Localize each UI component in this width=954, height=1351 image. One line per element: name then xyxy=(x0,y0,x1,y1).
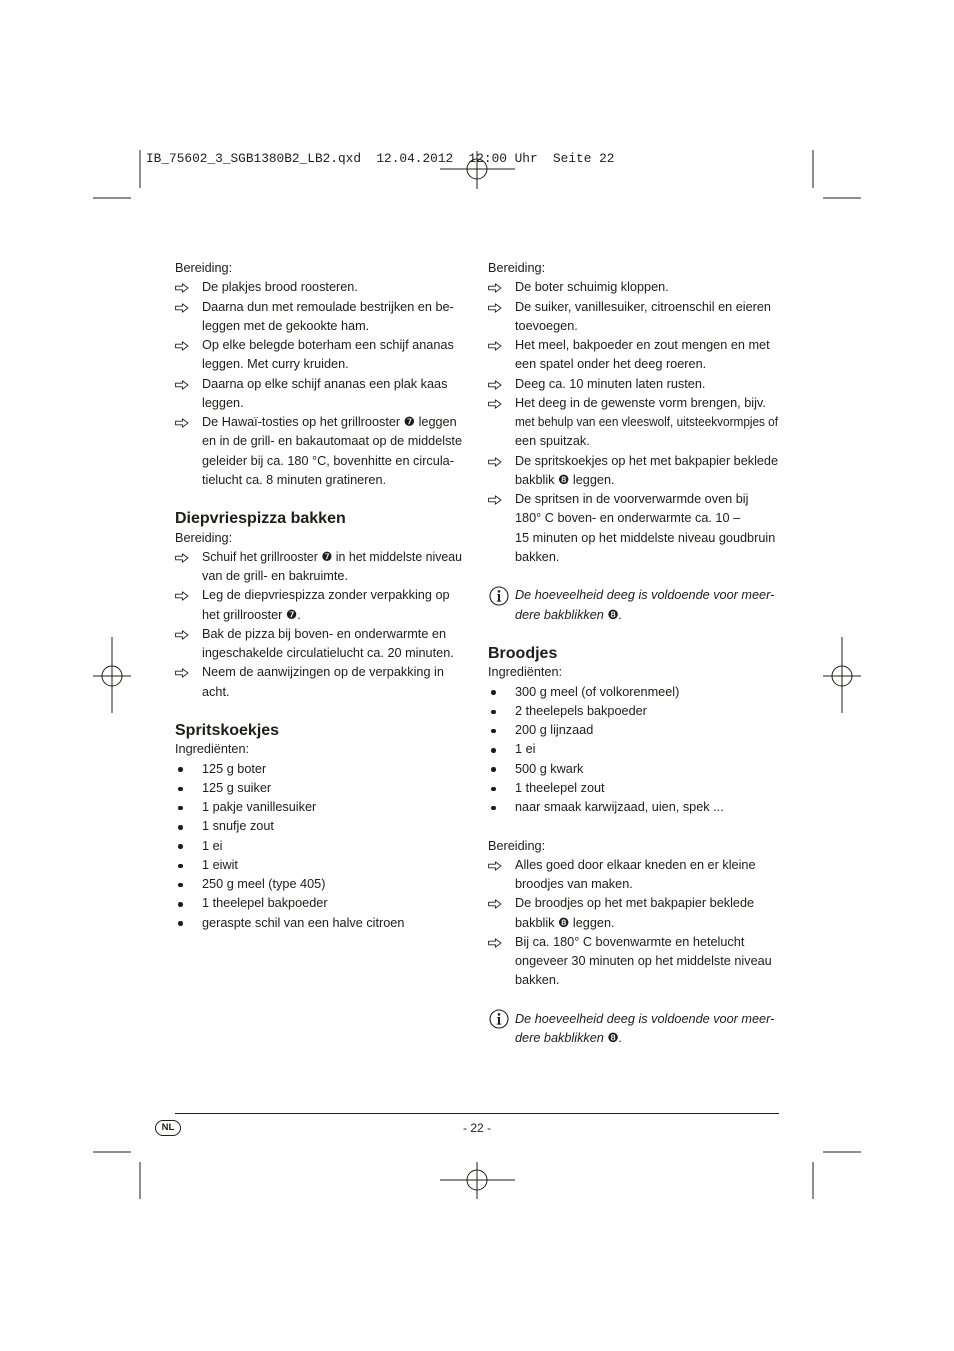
step-text: Schuif het grillrooster ❼ in het middelste niveau xyxy=(202,549,462,564)
step-line xyxy=(202,413,462,432)
ingredient-item xyxy=(175,856,462,875)
step-line xyxy=(202,278,462,297)
arrow-bullet-icon xyxy=(175,418,189,428)
step-text: broodjes van maken. xyxy=(515,877,633,891)
step-line xyxy=(515,375,778,394)
arrow-bullet-icon xyxy=(488,399,502,409)
step-text: Leg de diepvriespizza zonder verpakking op xyxy=(202,588,450,603)
ingredient-text: 1 theelepel bakpoeder xyxy=(202,896,328,911)
step-text: leggen met de gekookte ham. xyxy=(202,318,370,333)
ingredient-item xyxy=(175,914,462,933)
step-list xyxy=(488,856,778,991)
step-list xyxy=(175,548,462,702)
step-text: bakken. xyxy=(515,549,560,564)
page-number: - 22 - xyxy=(462,1121,491,1135)
step-item xyxy=(488,856,778,895)
step-text: 180° C boven- en onderwarmte ca. 10 – xyxy=(515,511,741,526)
bullet-dot-icon xyxy=(491,767,496,772)
info-note xyxy=(488,1010,778,1049)
step-item xyxy=(488,394,778,452)
bullet-dot-icon xyxy=(178,787,183,792)
step-line xyxy=(515,875,778,894)
arrow-bullet-icon xyxy=(488,861,502,871)
bullet-dot-icon xyxy=(178,767,183,772)
step-item xyxy=(175,278,462,297)
ingredient-text: 250 g meel (type 405) xyxy=(202,877,326,891)
step-line xyxy=(515,509,778,528)
step-line xyxy=(202,317,462,336)
ingredient-item xyxy=(488,683,778,702)
step-line xyxy=(202,432,462,451)
step-line xyxy=(515,933,778,952)
step-text: 15 minuten op het middelste niveau goudbruin xyxy=(515,530,776,545)
language-badge: NL xyxy=(155,1120,181,1136)
step-text: tielucht ca. 8 minuten gratineren. xyxy=(202,472,387,487)
ingredient-text: geraspte schil van een halve citroen xyxy=(202,915,405,930)
ingredient-item xyxy=(175,837,462,856)
bullet-dot-icon xyxy=(491,710,496,715)
step-text: ingeschakelde circulatielucht ca. 20 minuten. xyxy=(202,646,454,660)
step-text: leggen. xyxy=(202,395,244,410)
recipe-heading-text: Spritskoekjes xyxy=(175,722,280,739)
step-line xyxy=(202,471,462,490)
step-line xyxy=(202,586,462,605)
step-line xyxy=(202,644,462,663)
step-line xyxy=(202,452,462,471)
ingredient-text: 300 g meel (of volkorenmeel) xyxy=(515,684,680,699)
section-label-text: Bereiding: xyxy=(175,261,233,275)
footer-divider xyxy=(175,1113,779,1114)
ingredient-text: 500 g kwark xyxy=(515,761,584,776)
step-line xyxy=(202,298,462,317)
step-text: van de grill- en bakruimte. xyxy=(202,569,348,583)
right-column xyxy=(488,259,778,1048)
arrow-bullet-icon xyxy=(488,283,502,293)
step-text: geleider bij ca. 180 °C, bovenhitte en circula- xyxy=(202,453,454,468)
ingredient-text: 200 g lijnzaad xyxy=(515,723,594,737)
step-line xyxy=(515,971,778,990)
step-text: ongeveer 30 minuten op het middelste niveau xyxy=(515,954,772,968)
step-line xyxy=(515,432,778,451)
step-item xyxy=(175,413,462,490)
step-line xyxy=(515,413,778,432)
bullet-dot-icon xyxy=(178,902,183,907)
arrow-bullet-icon xyxy=(175,283,189,293)
info-note xyxy=(488,586,778,625)
registration-mark-bottom xyxy=(440,1162,515,1199)
step-item xyxy=(175,298,462,337)
ingredient-text: naar smaak karwijzaad, uien, spek ... xyxy=(515,800,724,814)
section-label-text: Ingrediënten: xyxy=(175,742,250,757)
step-line xyxy=(202,355,462,374)
step-item xyxy=(488,894,778,933)
step-text: De spritskoekjes op het met bakpapier beklede xyxy=(515,453,778,468)
step-item xyxy=(175,586,462,625)
ingredient-list xyxy=(175,760,462,933)
section-label-text: Ingrediënten: xyxy=(488,665,563,680)
section-label xyxy=(488,663,778,682)
arrow-bullet-icon xyxy=(175,380,189,390)
ingredient-item xyxy=(175,798,462,817)
info-icon xyxy=(489,1009,509,1029)
step-item xyxy=(488,933,778,991)
arrow-bullet-icon xyxy=(488,341,502,351)
bullet-dot-icon xyxy=(178,883,183,888)
ingredient-item xyxy=(488,702,778,721)
step-line xyxy=(515,355,778,374)
step-line xyxy=(515,914,778,933)
step-item xyxy=(175,663,462,702)
arrow-bullet-icon xyxy=(488,303,502,313)
step-line xyxy=(515,317,778,336)
section-label-text: Bereiding: xyxy=(488,261,546,275)
bullet-dot-icon xyxy=(491,690,496,695)
arrow-bullet-icon xyxy=(175,630,189,640)
ingredient-item xyxy=(488,721,778,740)
arrow-bullet-icon xyxy=(488,495,502,505)
step-list xyxy=(175,278,462,490)
step-line xyxy=(515,952,778,971)
note-line xyxy=(515,606,778,625)
step-line xyxy=(202,606,462,625)
ingredient-text: 1 eiwit xyxy=(202,857,238,872)
step-text: De boter schuimig kloppen. xyxy=(515,280,669,295)
step-line xyxy=(515,856,778,875)
step-line xyxy=(515,548,778,567)
step-item xyxy=(175,336,462,375)
arrow-bullet-icon xyxy=(488,899,502,909)
step-item xyxy=(175,625,462,664)
bullet-dot-icon xyxy=(491,787,496,792)
step-text: Neem de aanwijzingen op de verpakking in xyxy=(202,665,444,680)
step-line xyxy=(202,394,462,413)
step-line xyxy=(515,894,778,913)
ingredient-list xyxy=(488,683,778,818)
step-text: en in de grill- en bakautomaat op de middelste xyxy=(202,434,462,449)
ingredient-text: 1 theelepel zout xyxy=(515,780,605,795)
section-label xyxy=(488,837,778,856)
bullet-dot-icon xyxy=(491,806,496,811)
ingredient-text: 1 pakje vanillesuiker xyxy=(202,800,317,814)
step-text: Bak de pizza bij boven- en onderwarmte en xyxy=(202,626,447,641)
section-label xyxy=(488,259,778,278)
step-line xyxy=(202,548,462,567)
step-text: acht. xyxy=(202,684,230,699)
step-item xyxy=(175,375,462,414)
step-item xyxy=(488,298,778,337)
bullet-dot-icon xyxy=(491,729,496,734)
step-line xyxy=(515,490,778,509)
step-text: een spuitzak. xyxy=(515,434,590,449)
section-label xyxy=(175,740,462,759)
ingredient-item xyxy=(488,760,778,779)
step-text: De broodjes op het met bakpapier beklede xyxy=(515,896,755,911)
info-icon xyxy=(489,586,509,606)
step-text: Het meel, bakpoeder en zout mengen en met xyxy=(515,338,770,352)
ingredient-item xyxy=(175,875,462,894)
step-text: bakblik ❽ leggen. xyxy=(515,915,615,930)
arrow-bullet-icon xyxy=(488,457,502,467)
note-line xyxy=(515,586,778,605)
crop-mark-top-left xyxy=(93,150,140,198)
registration-mark-right xyxy=(823,637,861,713)
ingredient-text: 2 theelepels bakpoeder xyxy=(515,703,647,718)
step-line xyxy=(202,683,462,702)
crop-mark-bottom-right xyxy=(813,1152,861,1199)
recipe-heading xyxy=(175,721,462,740)
step-line xyxy=(515,452,778,471)
note-text: dere bakblikken ❽. xyxy=(515,1031,623,1045)
recipe-heading-text: Broodjes xyxy=(488,645,558,662)
step-text: Deeg ca. 10 minuten laten rusten. xyxy=(515,376,706,391)
step-line xyxy=(515,336,778,355)
step-line xyxy=(202,625,462,644)
bullet-dot-icon xyxy=(178,864,183,869)
step-line xyxy=(515,298,778,317)
ingredient-item xyxy=(488,740,778,759)
bullet-dot-icon xyxy=(491,748,496,753)
step-text: De spritsen in de voorverwarmde oven bij xyxy=(515,492,749,506)
ingredient-item xyxy=(175,894,462,913)
step-text: leggen. Met curry kruiden. xyxy=(202,357,349,372)
section-label-text: Bereiding: xyxy=(488,838,546,853)
step-list xyxy=(488,278,778,567)
arrow-bullet-icon xyxy=(175,553,189,563)
step-text: Daarna op elke schijf ananas een plak kaas xyxy=(202,376,448,391)
step-item xyxy=(488,336,778,375)
ingredient-text: 1 ei xyxy=(515,742,536,757)
note-text: dere bakblikken ❽. xyxy=(515,607,623,622)
step-text: De Hawaï-tosties op het grillrooster ❼ leggen xyxy=(202,415,457,429)
section-label xyxy=(175,529,462,548)
ingredient-text: 125 g boter xyxy=(202,761,267,776)
arrow-bullet-icon xyxy=(175,303,189,313)
arrow-bullet-icon xyxy=(175,341,189,351)
step-text: bakblik ❽ leggen. xyxy=(515,472,615,487)
step-text: Daarna dun met remoulade bestrijken en be- xyxy=(202,299,454,314)
step-line xyxy=(515,529,778,548)
arrow-bullet-icon xyxy=(175,668,189,678)
arrow-bullet-icon xyxy=(488,938,502,948)
recipe-heading-text: Diepvriespizza bakken xyxy=(175,510,346,528)
step-text: met behulp van een vleeswolf, uitsteekvormpjes of xyxy=(515,415,778,429)
step-text: Bij ca. 180° C bovenwarmte en hetelucht xyxy=(515,934,745,949)
ingredient-item xyxy=(175,760,462,779)
bullet-dot-icon xyxy=(178,825,183,830)
note-text: De hoeveelheid deeg is voldoende voor meer- xyxy=(515,1011,775,1026)
note-text: De hoeveelheid deeg is voldoende voor meer- xyxy=(515,588,775,603)
section-label-text: Bereiding: xyxy=(175,530,233,545)
step-text: De suiker, vanillesuiker, citroenschil en eieren xyxy=(515,299,771,314)
step-text: Het deeg in de gewenste vorm brengen, bijv. xyxy=(515,395,766,410)
step-text: Op elke belegde boterham een schijf ananas xyxy=(202,338,454,352)
ingredient-item xyxy=(175,817,462,836)
arrow-bullet-icon xyxy=(488,380,502,390)
step-item xyxy=(488,490,778,567)
step-text: toevoegen. xyxy=(515,318,578,333)
step-text: bakken. xyxy=(515,973,560,988)
step-item xyxy=(175,548,462,587)
step-line xyxy=(515,471,778,490)
ingredient-text: 1 snufje zout xyxy=(202,819,274,834)
step-text: Alles goed door elkaar kneden en er kleine xyxy=(515,857,756,872)
crop-mark-top-right xyxy=(813,150,861,198)
step-item xyxy=(488,278,778,297)
ingredient-text: 125 g suiker xyxy=(202,780,272,795)
crop-mark-bottom-left xyxy=(93,1152,140,1199)
step-line xyxy=(202,336,462,355)
step-line xyxy=(202,663,462,682)
left-column xyxy=(175,259,462,933)
registration-mark-left xyxy=(93,637,131,713)
step-text: het grillrooster ❼. xyxy=(202,607,301,622)
bullet-dot-icon xyxy=(178,844,183,849)
step-line xyxy=(202,567,462,586)
step-text: De plakjes brood roosteren. xyxy=(202,280,358,295)
bullet-dot-icon xyxy=(178,921,183,926)
arrow-bullet-icon xyxy=(175,591,189,601)
step-text: een spatel onder het deeg roeren. xyxy=(515,357,707,372)
recipe-heading xyxy=(488,644,778,663)
step-item xyxy=(488,375,778,394)
ingredient-text: 1 ei xyxy=(202,838,223,853)
step-line xyxy=(515,278,778,297)
note-line xyxy=(515,1029,778,1048)
note-line xyxy=(515,1010,778,1029)
step-item xyxy=(488,452,778,491)
recipe-heading xyxy=(175,509,462,528)
step-line xyxy=(202,375,462,394)
bullet-dot-icon xyxy=(178,806,183,811)
ingredient-item xyxy=(488,798,778,817)
ingredient-item xyxy=(175,779,462,798)
section-label xyxy=(175,259,462,278)
step-line xyxy=(515,394,778,413)
ingredient-item xyxy=(488,779,778,798)
print-slug-header: IB_75602_3_SGB1380B2_LB2.qxd 12.04.2012 12:00 Uhr Seite 22 xyxy=(146,151,615,166)
